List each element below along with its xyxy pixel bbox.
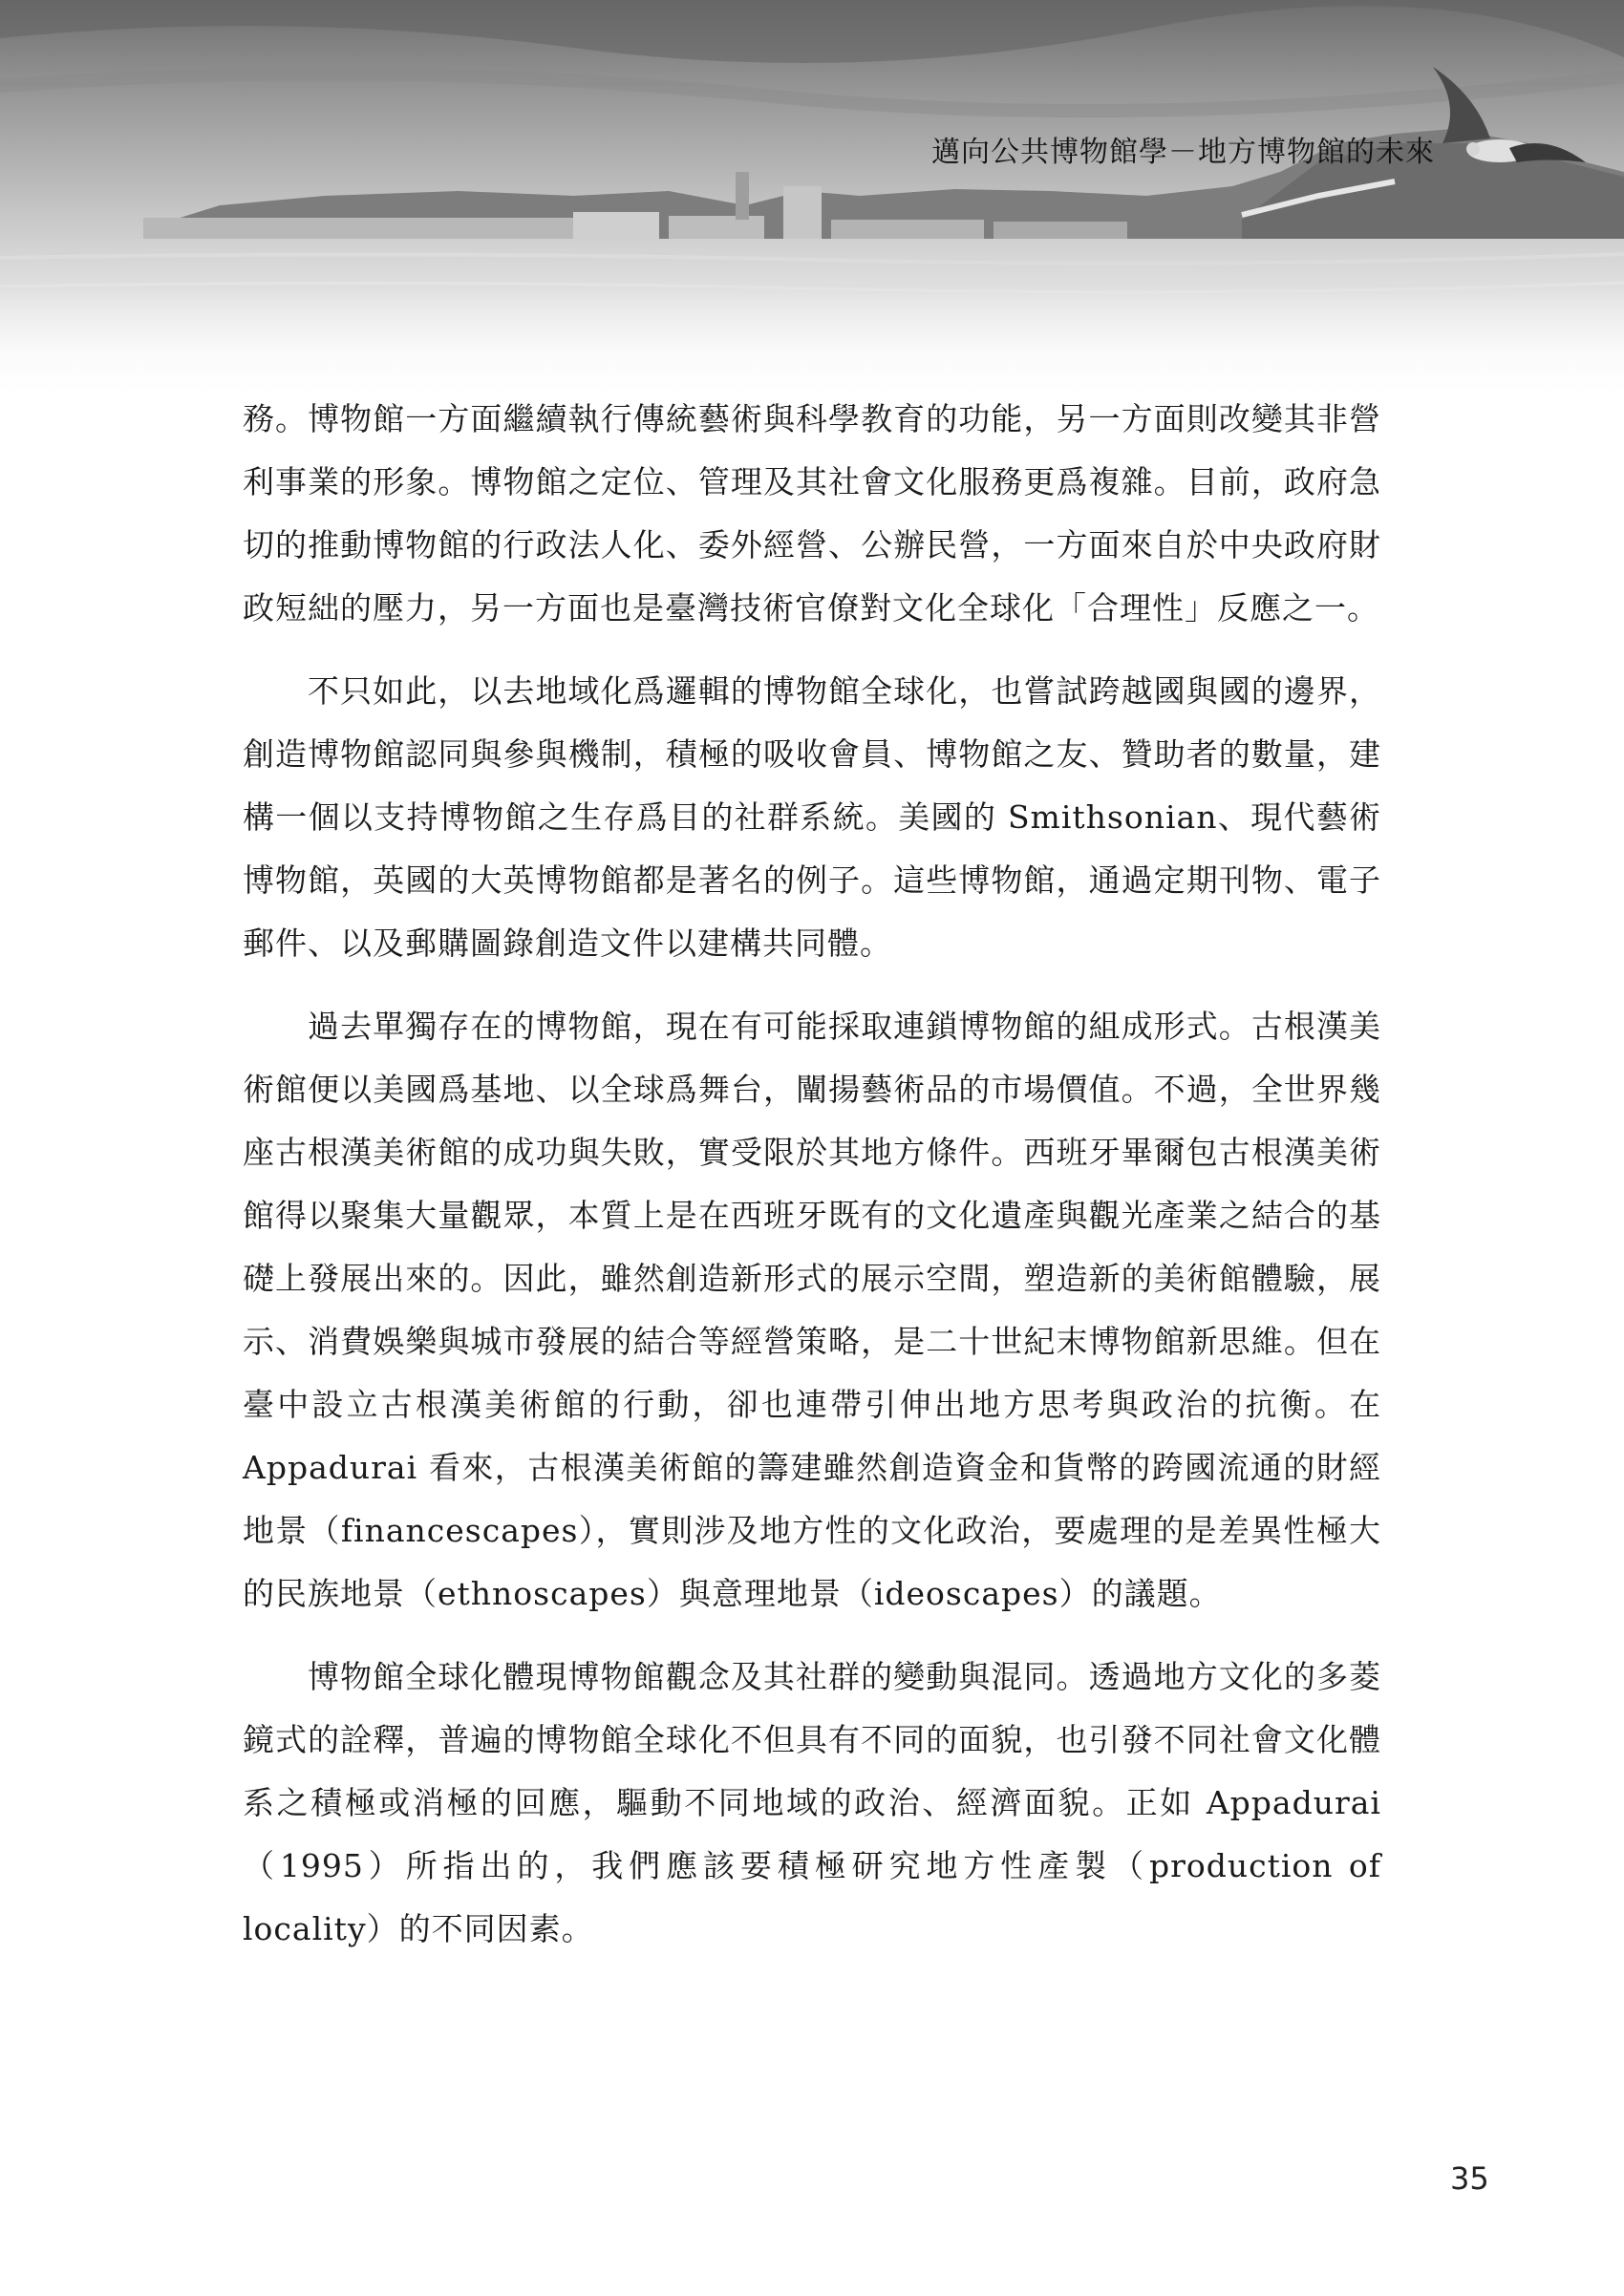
paragraph-4: 博物館全球化體現博物館觀念及其社群的變動與混同。透過地方文化的多菱鏡式的詮釋，普遍的博物館全球化不但具有不同的面貌，也引發不同社會文化體系之積極或消極的回應，驅動不同地域的政治、經濟面貌。正如 Appadurai（1995）所指出的，我們應該要積極研究地方性產製（production of locality）的不同因素。 bbox=[243, 1658, 1381, 1947]
header-banner bbox=[0, 0, 1624, 401]
paragraph-1: 務。博物館一方面繼續執行傳統藝術與科學教育的功能，另一方面則改變其非營利事業的形象。博物館之定位、管理及其社會文化服務更爲複雜。目前，政府急切的推動博物館的行政法人化、委外經營、公辦民營，一方面來自於中央政府財政短絀的壓力，另一方面也是臺灣技術官僚對文化全球化「合理性」反應之一。 bbox=[243, 400, 1381, 627]
paragraph-3: 過去單獨存在的博物館，現在有可能採取連鎖博物館的組成形式。古根漢美術館便以美國爲基地、以全球爲舞台，闡揚藝術品的市場價值。不過，全世界幾座古根漢美術館的成功與失敗，實受限於其地方條件。西班牙畢爾包古根漢美術館得以聚集大量觀眾，本質上是在西班牙既有的文化遺產與觀光產業之結合的基礎上發展出來的。因此，雖然創造新形式的展示空間，塑造新的美術館體驗，展示、消費娛樂與城市發展的結合等經營策略，是二十世紀末博物館新思維。但在臺中設立古根漢美術館的行動，卻也連帶引伸出地方思考與政治的抗衡。在 Appadurai 看來，古根漢美術館的籌建雖然創造資金和貨幣的跨國流通的財經地景（financescapes），實則涉及地方性的文化政治，要處理的是差異性極大的民族地景（ethnoscapes）與意理地景（ideoscapes）的議題。 bbox=[243, 1008, 1381, 1612]
paragraph-2: 不只如此，以去地域化爲邏輯的博物館全球化，也嘗試跨越國與國的邊界，創造博物館認同與參與機制，積極的吸收會員、博物館之友、贊助者的數量，建構一個以支持博物館之生存爲目的社群系統。美國的 Smithsonian、現代藝術博物館，英國的大英博物館都是著名的例子。這些博物館，通過定期刊物、電子郵件、以及郵購圖錄創造文件以建構共同體。 bbox=[243, 672, 1381, 962]
coastline-photo bbox=[0, 0, 1624, 401]
page-number: 35 bbox=[1450, 2160, 1489, 2197]
body-text bbox=[243, 388, 1381, 1981]
running-title: 邁向公共博物館學－地方博物館的未來 bbox=[931, 136, 1435, 169]
